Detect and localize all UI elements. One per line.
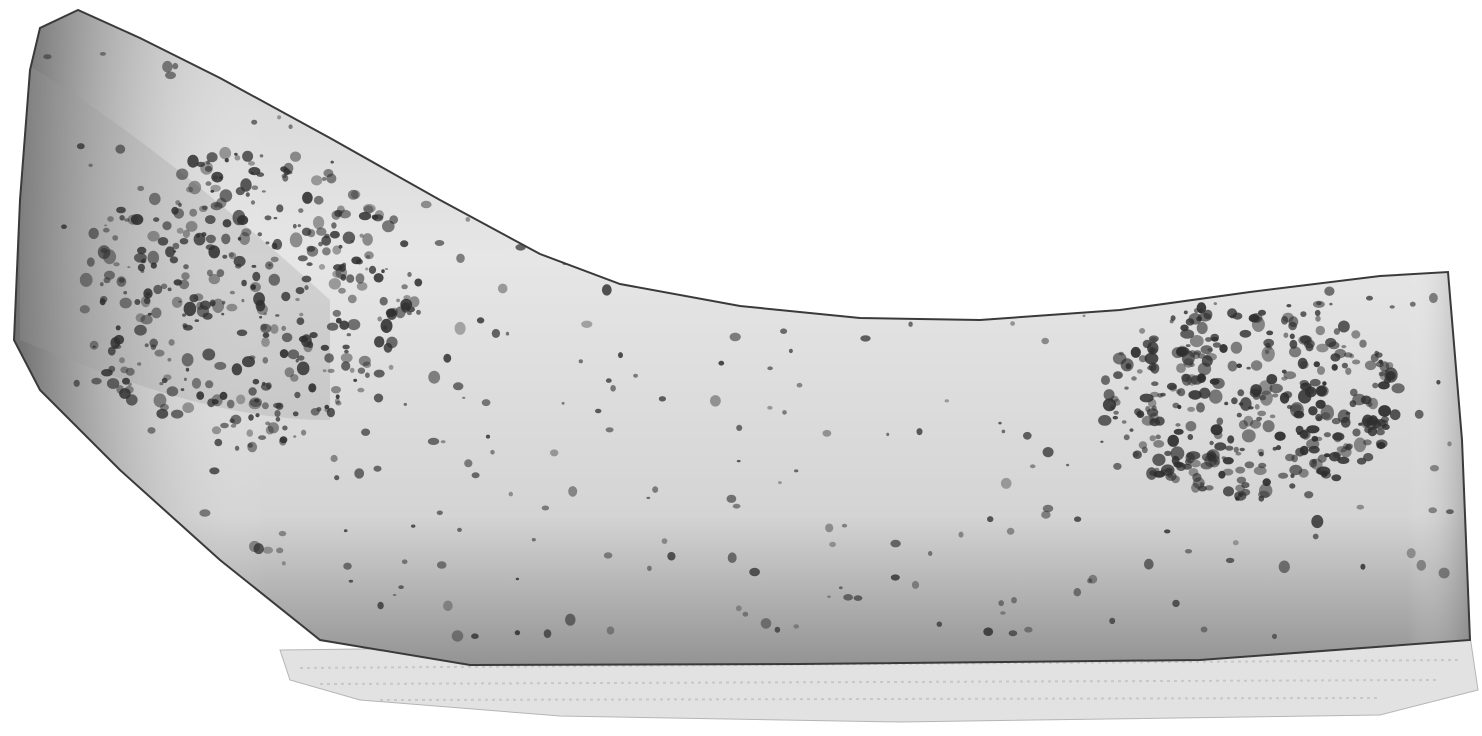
- lesion-spot: [1024, 139, 1028, 142]
- lesion-spot: [683, 38, 693, 46]
- lesion-spot: [774, 98, 778, 101]
- lesion-spot: [1207, 65, 1215, 72]
- lesion-spot: [845, 277, 848, 280]
- lesion-spot: [925, 134, 931, 139]
- lesion-spot: [683, 226, 687, 228]
- lesion-spot: [1273, 151, 1284, 165]
- lesion-spot: [720, 256, 732, 268]
- lesion-spot: [860, 167, 864, 170]
- lesion-spot: [779, 285, 788, 293]
- lesion-spot: [625, 219, 632, 225]
- lesion-spot: [372, 66, 376, 70]
- lesion-spot: [130, 633, 137, 638]
- lesion-spot: [814, 77, 826, 87]
- lesion-spot: [460, 197, 463, 201]
- lesion-spot: [1418, 53, 1426, 58]
- lesion-spot: [438, 118, 446, 124]
- lesion-spot: [1149, 263, 1159, 269]
- lesion-spot: [854, 134, 861, 141]
- lesion-spot: [903, 306, 913, 317]
- lesion-spot: [1109, 139, 1113, 143]
- lesion-spot: [1403, 90, 1406, 92]
- lesion-spot: [977, 313, 983, 317]
- lesion-spot: [1393, 88, 1405, 100]
- lesion-spot: [580, 130, 585, 135]
- lesion-spot: [256, 605, 262, 612]
- lesion-spot: [1154, 139, 1166, 151]
- lesion-spot: [234, 76, 242, 83]
- lesion-spot: [788, 171, 799, 181]
- lesion-spot: [299, 82, 309, 89]
- lesion-spot: [205, 617, 211, 623]
- lesion-spot: [1017, 141, 1028, 149]
- lesion-spot: [1131, 138, 1137, 142]
- lesion-spot: [334, 59, 339, 63]
- lesion-spot: [1267, 191, 1279, 203]
- lesion-spot: [81, 567, 90, 573]
- lesion-spot: [451, 54, 461, 60]
- lesion-spot: [463, 198, 473, 210]
- lesion-spot: [838, 49, 841, 52]
- lesion-spot: [1344, 267, 1356, 278]
- lesion-spot: [1127, 113, 1135, 120]
- lesion-spot: [741, 267, 752, 276]
- lesion-spot: [988, 273, 996, 280]
- lesion-spot: [1258, 252, 1263, 257]
- lesion-spot: [859, 208, 869, 215]
- lesion-spot: [90, 484, 97, 491]
- lesion-spot: [912, 202, 918, 208]
- lesion-spot: [990, 109, 999, 119]
- lesion-spot: [995, 107, 1002, 112]
- lesion-spot: [802, 186, 811, 195]
- lesion-spot: [797, 119, 801, 121]
- lesion-spot: [1144, 127, 1156, 137]
- lesion-spot: [1127, 107, 1131, 110]
- lesion-spot: [580, 155, 590, 165]
- lesion-spot: [751, 189, 758, 196]
- lesion-spot: [1318, 240, 1325, 248]
- lesion-spot: [1298, 184, 1304, 189]
- lesion-spot: [1386, 172, 1392, 179]
- lesion-spot: [573, 130, 582, 140]
- lesion-spot: [685, 121, 689, 123]
- lesion-spot: [99, 534, 109, 545]
- lesion-spot: [127, 619, 133, 623]
- lesion-spot: [641, 161, 645, 164]
- lesion-spot: [742, 45, 746, 50]
- lesion-spot: [1268, 273, 1274, 277]
- lesion-spot: [1226, 245, 1236, 253]
- lesion-spot: [1296, 254, 1304, 260]
- lesion-spot: [1303, 194, 1310, 200]
- lesion-spot: [828, 67, 839, 79]
- lesion-spot: [81, 558, 86, 562]
- lesion-spot: [805, 301, 815, 311]
- lesion-spot: [1359, 147, 1366, 152]
- lesion-spot: [775, 179, 785, 187]
- lesion-spot: [634, 56, 642, 62]
- lesion-spot: [762, 188, 768, 193]
- lesion-spot: [1234, 225, 1241, 232]
- lesion-spot: [80, 455, 88, 461]
- lesion-spot: [1332, 204, 1335, 207]
- lesion-spot: [307, 53, 318, 64]
- lesion-spot: [1426, 222, 1430, 225]
- lesion-spot: [645, 132, 655, 139]
- lesion-spot: [479, 114, 491, 122]
- lesion-spot: [638, 228, 642, 232]
- lesion-spot: [1400, 155, 1412, 166]
- lesion-spot: [605, 103, 612, 109]
- lesion-spot: [897, 287, 903, 294]
- lesion-spot: [1093, 258, 1104, 267]
- lesion-spot: [134, 587, 143, 598]
- lesion-spot: [927, 230, 935, 237]
- lesion-spot: [281, 627, 286, 633]
- lesion-spot: [55, 621, 67, 632]
- lesion-spot: [957, 113, 960, 117]
- lesion-spot: [1146, 61, 1156, 71]
- lesion-spot: [1288, 247, 1297, 255]
- lesion-spot: [662, 228, 673, 240]
- lesion-spot: [1282, 260, 1290, 266]
- lesion-spot: [820, 222, 832, 230]
- lesion-spot: [886, 79, 894, 86]
- lesion-spot: [42, 558, 47, 562]
- lesion-spot: [901, 210, 912, 218]
- lesion-spot: [1163, 194, 1166, 196]
- lesion-spot: [786, 250, 791, 255]
- lesion-spot: [1304, 121, 1314, 132]
- lesion-spot: [1269, 265, 1273, 268]
- lesion-spot: [100, 546, 108, 551]
- lesion-spot: [695, 125, 704, 133]
- lesion-spot: [1151, 123, 1156, 126]
- lesion-spot: [199, 43, 209, 50]
- lesion-spot: [1272, 78, 1275, 80]
- lesion-spot: [817, 239, 828, 248]
- lesion-spot: [1311, 96, 1323, 105]
- lesion-spot: [608, 79, 614, 85]
- lesion-spot: [66, 617, 76, 626]
- lesion-spot: [588, 165, 593, 169]
- lesion-spot: [544, 175, 550, 179]
- lesion-spot: [619, 138, 627, 144]
- lesion-spot: [594, 106, 599, 109]
- lesion-spot: [865, 203, 873, 208]
- lesion-spot: [1411, 265, 1419, 273]
- lesion-spot: [1248, 222, 1256, 230]
- lesion-spot: [1398, 219, 1407, 227]
- lesion-spot: [1301, 189, 1306, 192]
- lesion-spot: [215, 606, 227, 618]
- lesion-spot: [61, 590, 72, 601]
- lesion-spot: [1275, 76, 1280, 80]
- lesion-spot: [1345, 62, 1356, 73]
- lesion-spot: [323, 72, 334, 80]
- lesion-spot: [77, 606, 87, 613]
- lesion-spot: [817, 292, 825, 301]
- lesion-spot: [650, 245, 654, 250]
- lesion-spot: [1262, 101, 1271, 107]
- lesion-spot: [831, 180, 838, 186]
- lesion-spot: [994, 36, 1002, 44]
- lesion-spot: [1018, 236, 1029, 243]
- lesion-spot: [138, 610, 142, 613]
- lesion-spot: [221, 61, 232, 69]
- lesion-spot: [42, 634, 51, 644]
- lesion-spot: [1025, 243, 1031, 248]
- lesion-spot: [1130, 130, 1140, 141]
- lesion-spot: [90, 466, 95, 471]
- lesion-spot: [610, 142, 619, 149]
- lesion-spot: [501, 115, 508, 121]
- lesion-spot: [461, 119, 471, 127]
- lesion-spot: [863, 64, 869, 72]
- lesion-spot: [177, 540, 185, 547]
- lesion-spot: [255, 631, 261, 636]
- lesion-spot: [1273, 60, 1281, 65]
- lesion-spot: [494, 105, 498, 108]
- lesion-spot: [1099, 304, 1106, 308]
- lesion-spot: [676, 238, 685, 247]
- lesion-spot: [215, 53, 222, 61]
- lesion-spot: [695, 265, 702, 272]
- lesion-spot: [1049, 148, 1059, 159]
- lesion-spot: [629, 176, 634, 182]
- lesion-spot: [143, 512, 152, 518]
- lesion-spot: [1101, 131, 1112, 140]
- lesion-spot: [198, 590, 208, 600]
- lesion-spot: [579, 49, 586, 54]
- lesion-spot: [905, 262, 917, 273]
- lesion-spot: [580, 112, 590, 119]
